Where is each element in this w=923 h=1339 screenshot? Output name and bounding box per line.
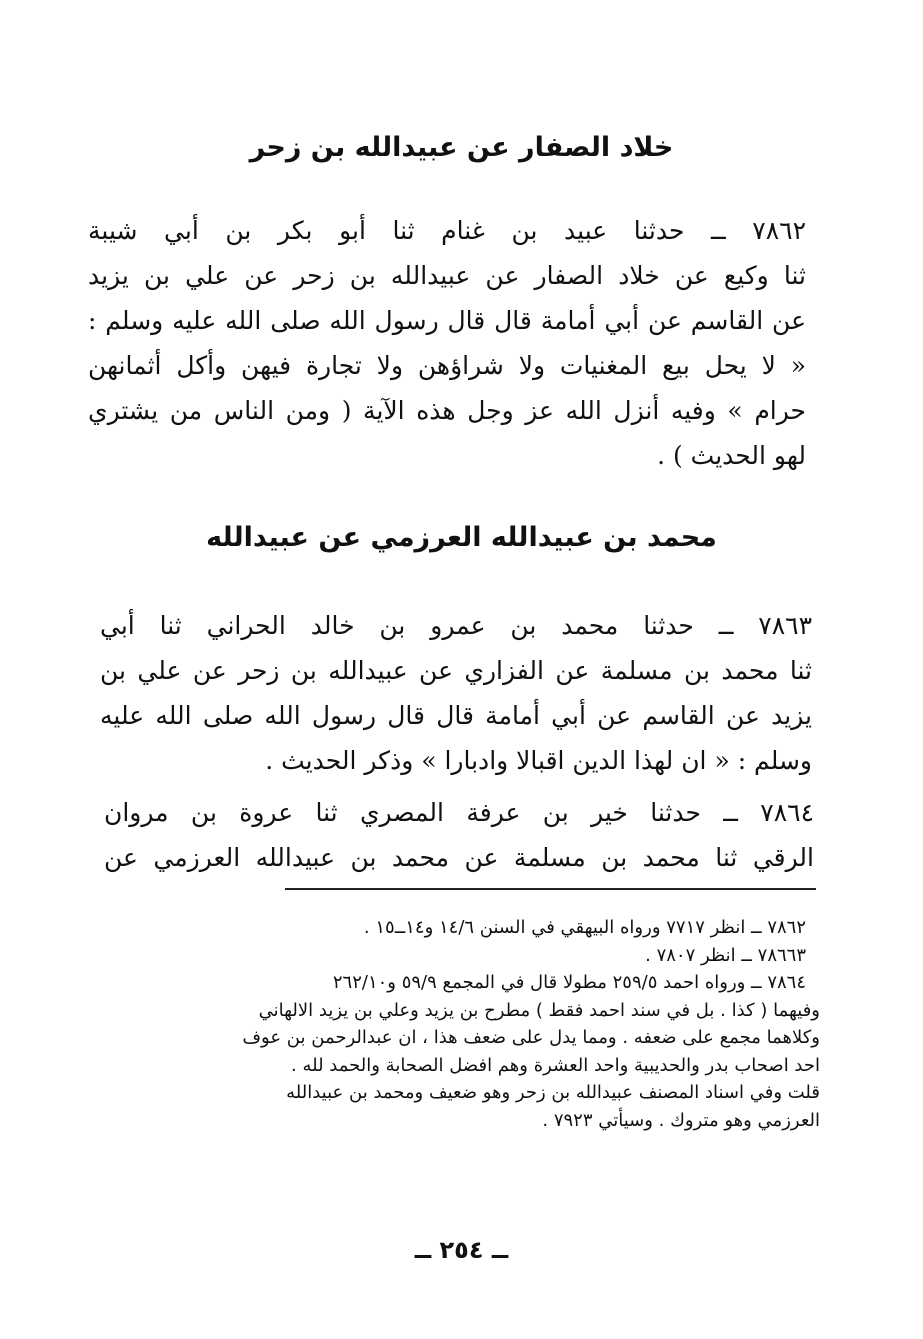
hadith-7864-line: ٧٨٦٤ ــ حدثنا خير بن عرفة المصري ثنا عروة بن مروان (104, 798, 814, 827)
footnote-7862: ٧٨٦٢ ــ انظر ٧٧١٧ ورواه البيهقي في السنن ١٤/٦ و١٤ــ١٥ . (363, 917, 806, 938)
footnote-line: احد اصحاب بدر والحديبية واحد العشرة وهم افضل الصحابة والحمد لله . (291, 1054, 820, 1076)
hadith-7862-line: ٧٨٦٢ ــ حدثنا عبيد بن غنام ثنا أبو بكر بن أبي شيبة (88, 216, 806, 245)
hadith-7863-line: وسلم : « ان لهذا الدين اقبالا وادبارا » وذكر الحديث . (265, 746, 812, 775)
hadith-7863 (100, 603, 812, 783)
hadith-7863-line: يزيد عن القاسم عن أبي أمامة قال قال رسول الله صلى الله عليه (100, 701, 812, 730)
section-heading-arzami: محمد بن عبيدالله العرزمي عن عبيدالله (206, 522, 717, 553)
hadith-7864-line: الرقي ثنا محمد بن مسلمة عن محمد بن عبيدالله العرزمي عن (104, 843, 814, 872)
hadith-7862-line: لهو الحديث ) . (657, 441, 806, 470)
footnote-line: قلت وفي اسناد المصنف عبيدالله بن زحر وهو ضعيف ومحمد بن عبيدالله (286, 1082, 820, 1103)
hadith-7862 (88, 208, 806, 478)
footnote-line: وكلاهما مجمع على ضعفه . ومما يدل على ضعف هذا ، ان عبدالرحمن بن عوف (242, 1027, 820, 1048)
footnotes (105, 914, 820, 1134)
hadith-7863-line: ٧٨٦٣ ــ حدثنا محمد بن عمرو بن خالد الحراني ثنا أبي (100, 611, 812, 640)
hadith-7863-line: ثنا محمد بن مسلمة عن الفزاري عن عبيدالله بن زحر عن علي بن (100, 656, 812, 685)
footnote-7863: ٧٨٦٦٣ ــ انظر ٧٨٠٧ . (645, 944, 806, 966)
footnote-line: العرزمي وهو متروك . وسيأتي ٧٩٢٣ . (542, 1109, 820, 1131)
footnote-line: وفيهما ( كذا . بل في سند احمد فقط ) مطرح بن يزيد وعلي بن يزيد الالهاني (258, 999, 820, 1021)
footnote-divider (285, 888, 816, 890)
hadith-7862-line: عن القاسم عن أبي أمامة قال قال رسول الله صلى الله عليه وسلم : (88, 306, 806, 335)
page-number: ــ ٢٥٤ ــ (414, 1236, 509, 1264)
hadith-7864 (104, 790, 814, 880)
footnote-7864: ٧٨٦٤ ــ ورواه احمد ٢٥٩/٥ مطولا قال في المجمع ٥٩/٩ و٢٦٢/١٠ (332, 972, 806, 993)
hadith-7862-line: ثنا وكيع عن خلاد الصفار عن عبيدالله بن زحر عن علي بن يزيد (88, 261, 806, 290)
section-heading-khallad: خلاد الصفار عن عبيدالله بن زحر (249, 132, 674, 163)
hadith-7862-line: حرام » وفيه أنزل الله عز وجل هذه الآية ( ومن الناس من يشتري (88, 396, 806, 425)
hadith-7862-line: « لا يحل بيع المغنيات ولا شراؤهن ولا تجارة فيهن وأكل أثمانهن (88, 351, 806, 380)
